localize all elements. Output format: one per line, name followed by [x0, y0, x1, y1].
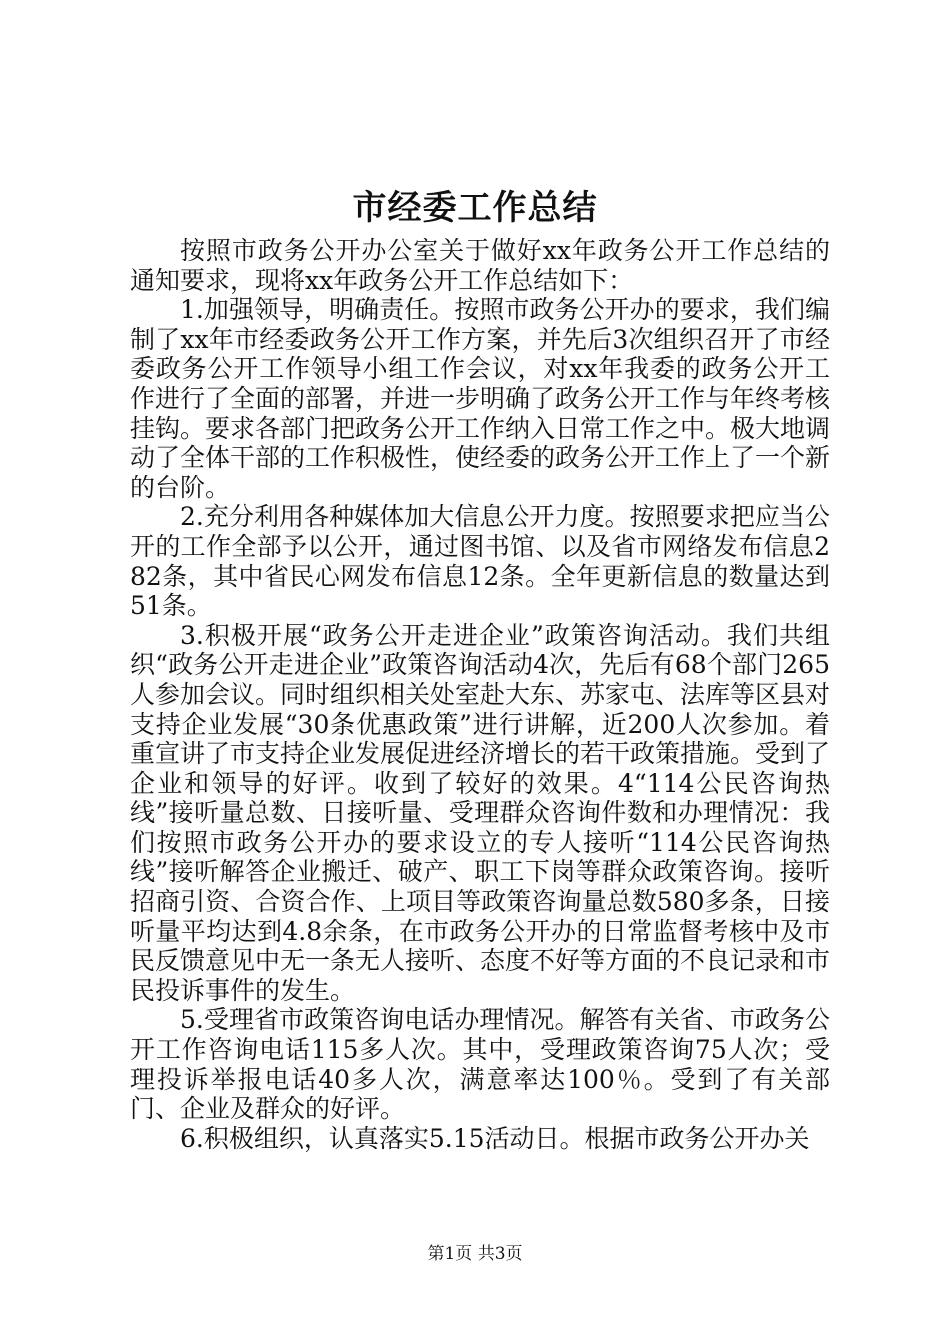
paragraph-3: 3.积极开展“政务公开走进企业”政策咨询活动。我们共组织“政务公开走进企业”政策咨询活动4次，先后有68个部门265人参加会议。同时组织相关处室赴大东、苏家屯、法库等区县对支持企业发展“30条优惠政策”进行讲解，近200人次参加。着重宣讲了市支持企业发展促进经济增长的若干政策措施。受到了企业和领导的好评。收到了较好的效果。4“114公民咨询热线”接听量总数、日接听量、受理群众咨询件数和办理情况：我们按照市政务公开办的要求设立的专人接听“114公民咨询热线”接听解答企业搬迁、破产、职工下岗等群众政策咨询。接听招商引资、合资合作、上项目等政策咨询量总数580多条，日接听量平均达到4.8余条，在市政务公开办的日常监督考核中及市民反馈意见中无一条无人接听、态度不好等方面的不良记录和市民投诉事件的发生。: [130, 620, 831, 1005]
paragraph-intro: 按照市政务公开办公室关于做好xx年政务公开工作总结的通知要求，现将xx年政务公开工作总结如下：: [130, 236, 830, 295]
paragraph-5: 5.受理省市政策咨询电话办理情况。解答有关省、市政务公开工作咨询电话115多人次。其中，受理政策咨询75人次；受理投诉举报电话40多人次，满意率达100％。受到了有关部门、企业及群众的好评。: [130, 1005, 830, 1124]
paragraph-6: 6.积极组织，认真落实5.15活动日。根据市政务公开办关: [180, 1123, 810, 1153]
paragraph-1: 1.加强领导，明确责任。按照市政务公开办的要求，我们编制了xx年市经委政务公开工作方案，并先后3次组织召开了市经委政务公开工作领导小组工作会议，对xx年我委的政务公开工作进行了全面的部署，并进一步明确了政务公开工作与年终考核挂钩。要求各部门把政务公开工作纳入日常工作之中。极大地调动了全体干部的工作积极性，使经委的政务公开工作上了一个新的台阶。: [130, 295, 831, 502]
document-title: 市经委工作总结: [352, 188, 598, 228]
paragraph-2: 2.充分利用各种媒体加大信息公开力度。按照要求把应当公开的工作全部予以公开，通过图书馆、以及省市网络发布信息282条，其中省民心网发布信息12条。全年更新信息的数量达到51条。: [130, 502, 830, 621]
document-body: [130, 236, 830, 1153]
page-footer: 第1页 共3页: [427, 1244, 523, 1264]
